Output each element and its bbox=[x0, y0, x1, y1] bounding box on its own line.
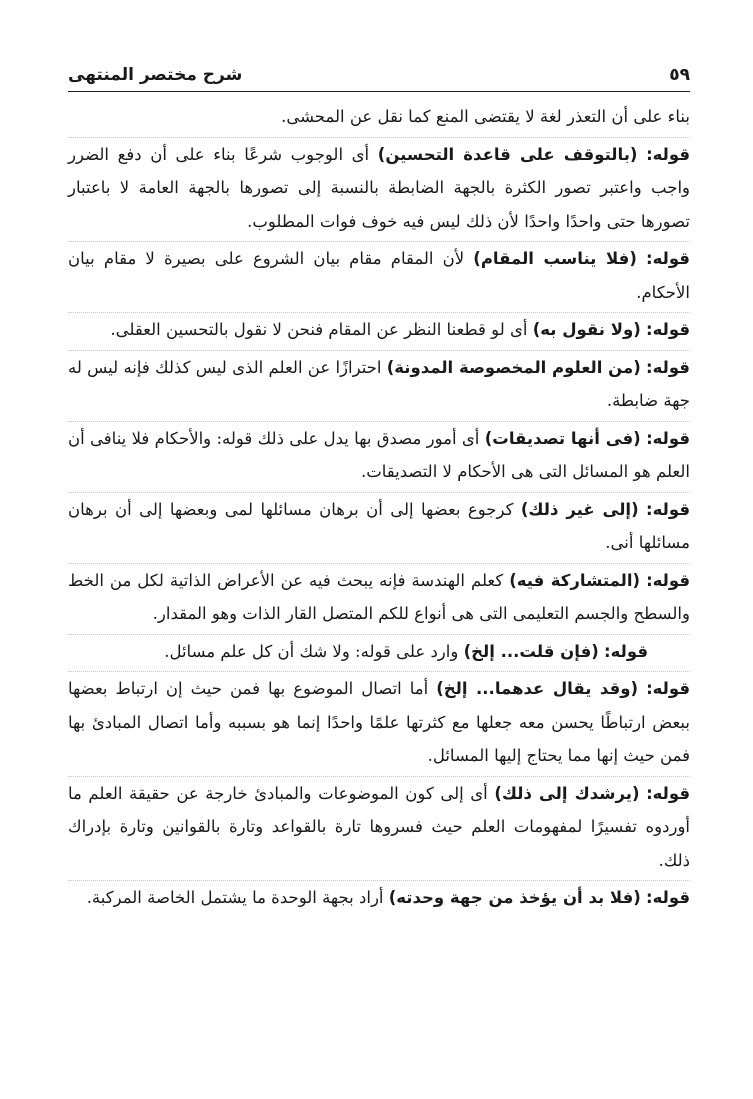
paragraph-gloss bbox=[68, 672, 690, 777]
page-number: ٥٩ bbox=[669, 65, 690, 85]
paragraph-text: بناء على أن التعذر لغة لا يقتضى المنع كما نقل عن المحشى. bbox=[281, 107, 690, 126]
gloss-label: قوله: bbox=[646, 357, 690, 377]
paragraph-text: أما اتصال الموضوع بها فمن حيث إن ارتباط بعضها ببعض ارتباطًا يحسن معه جعلها مع كثرتها علمًا واحدًا إنما هو بسببه وأما اتصال المبادئ بها فمن حيث إنها مما يحتاج إليها المسائل. bbox=[68, 679, 690, 765]
paragraph-gloss bbox=[68, 138, 690, 243]
gloss-term: (فى أنها تصديقات) bbox=[484, 428, 641, 448]
paragraph-gloss bbox=[68, 881, 690, 918]
paragraph-text: أى إلى كون الموضوعات والمبادئ خارجة عن حقيقة العلم ما أوردوه تفسيرًا لمفهومات العلم حيث فسروها تارة بالقواعد وتارة بالقوانين وتارة بإدراك ذلك. bbox=[68, 783, 690, 870]
paragraph-text: أى الوجوب شرعًا بناء على أن دفع الضرر واجب واعتبر تصور الكثرة بالجهة الضابطة بالنسبة إلى تصورها بالجهة العامة لا باعتبار تصورها حتى واحدًا واحدًا لأن ذلك ليس فيه خوف فوات المطلوب. bbox=[68, 144, 690, 231]
body-text bbox=[68, 100, 690, 918]
paragraph-text: كعلم الهندسة فإنه يبحث فيه عن الأعراض الذاتية لكل من الخط والسطح والجسم التعليمى التى هى أنواع للكم المتصل القار الذات وهو المقدار. bbox=[68, 570, 690, 623]
gloss-term: (إلى غير ذلك) bbox=[520, 499, 639, 519]
paragraph-gloss bbox=[68, 493, 690, 564]
paragraph-text: أى أمور مصدق بها يدل على ذلك قوله: والأحكام فلا ينافى أن العلم هو المسائل التى هى الأحكام لا التصديقات. bbox=[68, 428, 690, 481]
running-title: شرح مختصر المنتهى bbox=[68, 65, 243, 85]
gloss-label: قوله: bbox=[604, 641, 648, 661]
gloss-label: قوله: bbox=[646, 570, 691, 590]
paragraph-text: احترازًا عن العلم الذى ليس كذلك فإنه ليس له جهة ضابطة. bbox=[68, 357, 690, 410]
gloss-term: (فإن قلت... إلخ) bbox=[463, 641, 599, 661]
paragraph-text: أراد بجهة الوحدة ما يشتمل الخاصة المركبة. bbox=[86, 888, 384, 907]
gloss-label: قوله: bbox=[646, 144, 691, 164]
paragraph-gloss bbox=[68, 777, 690, 882]
paragraph-gloss bbox=[68, 242, 690, 313]
gloss-term: (بالتوقف على قاعدة التحسين) bbox=[377, 144, 638, 164]
gloss-term: (وقد يقال عدهما... إلخ) bbox=[436, 679, 639, 698]
gloss-label: قوله: bbox=[646, 249, 690, 268]
paragraph-text: لأن المقام مقام بيان الشروع على بصيرة لا مقام بيان الأحكام. bbox=[68, 249, 690, 302]
gloss-label: قوله: bbox=[646, 679, 691, 698]
header-rule bbox=[68, 91, 690, 92]
paragraph-text: أى لو قطعنا النظر عن المقام فنحن لا نقول بالتحسين العقلى. bbox=[110, 320, 528, 339]
paragraph-gloss bbox=[68, 313, 690, 351]
paragraph-gloss bbox=[68, 564, 690, 635]
gloss-term: (ولا نقول به) bbox=[532, 320, 641, 339]
gloss-label: قوله: bbox=[646, 888, 690, 907]
gloss-label: قوله: bbox=[646, 428, 691, 448]
paragraph-text: وارد على قوله: ولا شك أن كل علم مسائل. bbox=[164, 641, 459, 661]
paragraph-gloss bbox=[68, 635, 690, 673]
gloss-label: قوله: bbox=[646, 783, 691, 803]
gloss-label: قوله: bbox=[646, 499, 690, 519]
gloss-term: (فلا بد أن يؤخذ من جهة وحدته) bbox=[388, 888, 641, 907]
paragraph-gloss bbox=[68, 351, 690, 422]
gloss-term: (المتشاركة فيه) bbox=[509, 570, 641, 590]
page-header bbox=[68, 60, 690, 90]
gloss-label: قوله: bbox=[646, 320, 690, 339]
paragraph-intro bbox=[68, 100, 690, 138]
paragraph-text: كرجوع بعضها إلى أن برهان مسائلها لمى وبعضها إلى أن برهان مسائلها أنى. bbox=[68, 499, 690, 552]
paragraph-gloss bbox=[68, 422, 690, 493]
gloss-term: (من العلوم المخصوصة المدونة) bbox=[386, 357, 641, 377]
gloss-term: (يرشدك إلى ذلك) bbox=[494, 783, 640, 803]
gloss-term: (فلا يناسب المقام) bbox=[473, 249, 637, 268]
